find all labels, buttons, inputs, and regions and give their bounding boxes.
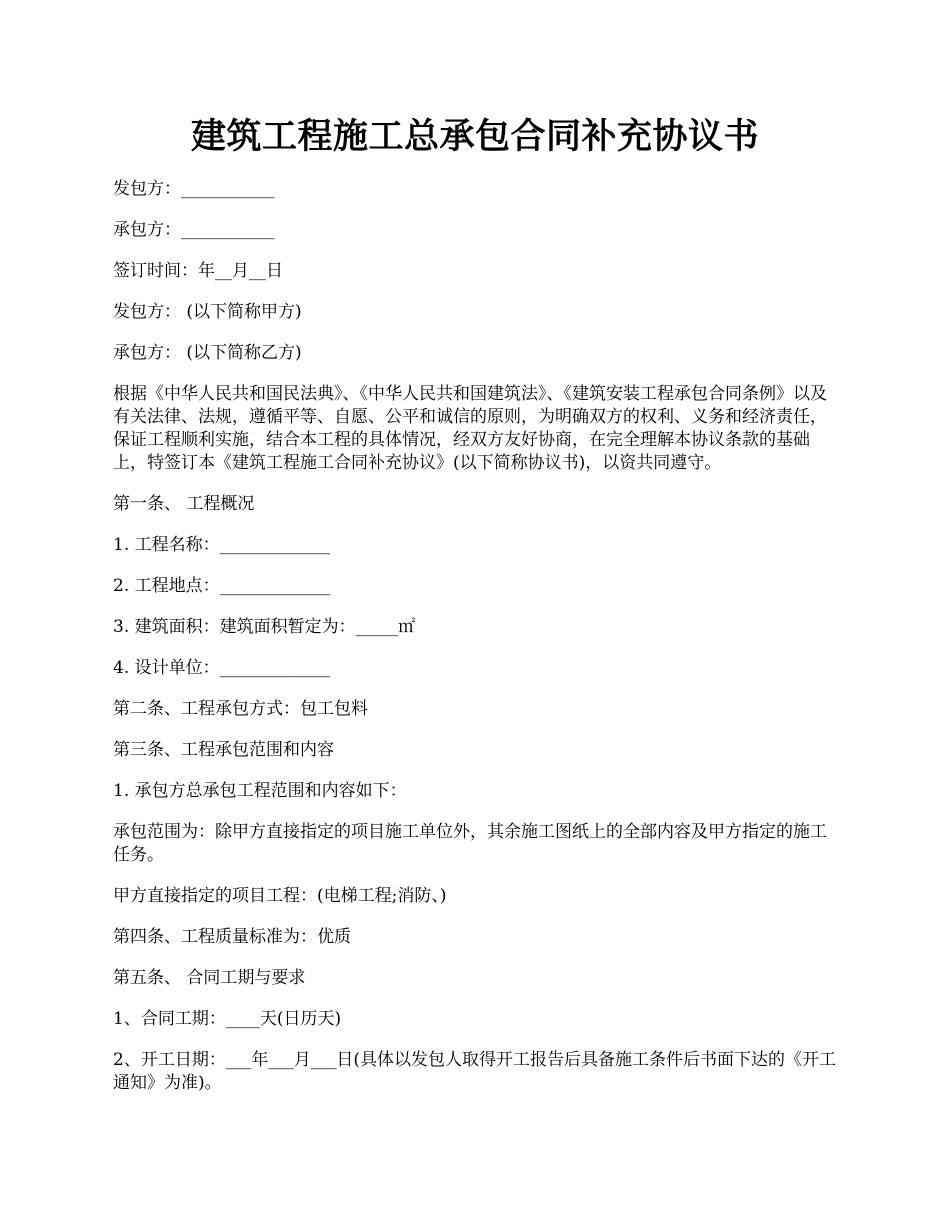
project-location-line: 2. 工程地点：_____________ [113, 576, 331, 596]
preamble-paragraph: 根据《中华人民共和国民法典》、《中华人民共和国建筑法》、《建筑安装工程承包合同条例》以及 有关法律、法规，遵循平等、自愿、公平和诚信的原则，为明确双方的权利、义务和经济责任，保证工程顺利实施，结合本工程的具体情况，经双方友好协商，在完全理解本协议条款的基础上，特签订本《建筑工程施工合同补充协议》(以下简称协议书)，以资共同遵守。 [113, 384, 827, 473]
document-body [113, 178, 841, 1113]
article-4-heading: 第四条、工程质量标准为：优质 [113, 927, 351, 947]
party-a-line: 发包方： (以下简称甲方) [113, 302, 302, 322]
employer-line: 发包方：___________ [113, 179, 275, 199]
project-name-line: 1. 工程名称：_____________ [113, 535, 331, 555]
article-1-heading: 第一条、 工程概况 [113, 494, 255, 514]
scope-paragraph: 承包范围为：除甲方直接指定的项目施工单位外，其余施工图纸上的全部内容及甲方指定的施工任务。 [113, 822, 827, 865]
article-5-heading: 第五条、 合同工期与要求 [113, 968, 306, 988]
page-title: 建筑工程施工总承包合同补充协议书 [190, 116, 759, 157]
contractor-line: 承包方：___________ [113, 220, 275, 240]
signing-date-line: 签订时间：年__月__日 [113, 261, 283, 281]
designated-projects-line: 甲方直接指定的项目工程：(电梯工程;消防、) [113, 886, 447, 906]
party-b-line: 承包方： (以下简称乙方) [113, 343, 302, 363]
scope-intro-line: 1. 承包方总承包工程范围和内容如下： [113, 781, 407, 801]
contract-period-line: 1、合同工期：____天(日历天) [113, 1009, 342, 1029]
article-2-heading: 第二条、工程承包方式：包工包料 [113, 699, 368, 719]
article-3-heading: 第三条、工程承包范围和内容 [113, 740, 334, 760]
design-unit-line: 4. 设计单位：_____________ [113, 658, 331, 678]
building-area-line: 3. 建筑面积：建筑面积暂定为：_____㎡ [113, 617, 416, 637]
start-date-paragraph: 2、开工日期：___年___月___日(具体以发包人取得开工报告后具备施工条件后书面下达的《开工通知》为准)。 [113, 1050, 836, 1093]
